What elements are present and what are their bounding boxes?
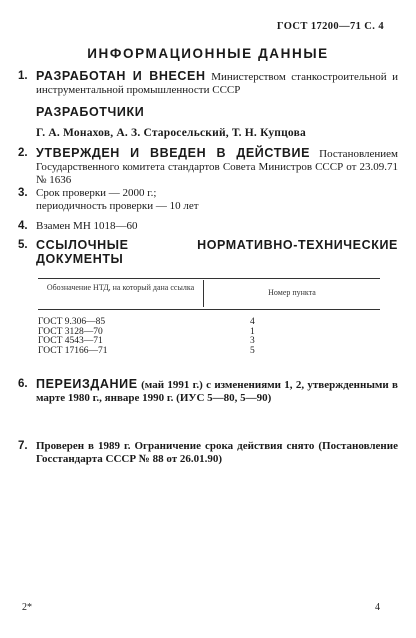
table-cell-point: 3	[250, 336, 255, 346]
table-cell-document: ГОСТ 4543—71	[38, 336, 103, 346]
table-body	[38, 318, 380, 356]
table-cell-document: ГОСТ 9.306—85	[38, 317, 106, 327]
section-4	[18, 220, 398, 233]
section-2	[18, 147, 398, 187]
section-number: 6.	[18, 378, 28, 390]
developers-names: Г. А. Монахов, А. З. Старосельский, Т. Н. Купцова	[36, 127, 306, 139]
developers-label: РАЗРАБОТЧИКИ	[36, 105, 145, 119]
section-lead: ПЕРЕИЗДАНИЕ	[36, 377, 138, 391]
section-3	[18, 187, 398, 213]
section-text-line1: Срок проверки — 2000 г.;	[36, 187, 157, 199]
section-number: 1.	[18, 70, 28, 82]
table-cell-document: ГОСТ 17166—71	[38, 345, 108, 356]
section-lead: РАЗРАБОТАН И ВНЕСЕН	[36, 69, 206, 83]
section-number: 7.	[18, 440, 28, 452]
section-text: (май 1991 г.) с изменениями 1, 2, утвержденными в марте 1980 г., январе 1990 г. (ИУС 5—80, 5—90)	[36, 379, 398, 404]
section-number: 5.	[18, 239, 28, 251]
section-text: Министерством станкостроительной и инструментальной промышленности СССР	[36, 71, 399, 96]
table-top-rule	[38, 278, 380, 279]
table-cell-document: ГОСТ 3128—70	[38, 326, 103, 337]
section-text: Проверен в 1989 г. Ограничение срока действия снято (Постановление Госстандарта СССР № 88 от 26.01.90)	[36, 440, 398, 465]
page-number: 4	[375, 602, 380, 613]
table-header-rule	[38, 309, 380, 310]
section-7	[18, 440, 398, 466]
section-number: 4.	[18, 220, 28, 232]
standard-code-header: ГОСТ 17200—71 С. 4	[276, 21, 384, 32]
footer-signature-mark: 2*	[22, 602, 32, 613]
table-cell-point: 5	[250, 345, 255, 356]
section-6	[18, 378, 398, 405]
section-1	[18, 70, 398, 97]
section-5	[18, 239, 398, 267]
section-lead: УТВЕРЖДЕН И ВВЕДЕН В ДЕЙСТВИЕ	[36, 146, 311, 160]
table-header-document: Обозначение НТД, на который дана ссылка	[46, 283, 195, 292]
section-number: 2.	[18, 147, 28, 159]
table-cell-point: 1	[250, 326, 255, 337]
table-header-point: Номер пункта	[268, 288, 316, 297]
section-text-line2: периодичность проверки — 10 лет	[36, 200, 199, 212]
section-number: 3.	[18, 187, 28, 199]
section-text: Постановлением Государственного комитета стандартов Совета Министров СССР от 23.09.71 № 1636	[36, 148, 398, 186]
table-cell-point: 4	[250, 317, 255, 327]
table-row	[38, 347, 380, 357]
section-text: Взамен МН 1018—60	[36, 220, 138, 232]
page-title: ИНФОРМАЦИОННЫЕ ДАННЫЕ	[87, 46, 329, 61]
section-lead: ССЫЛОЧНЫЕ НОРМАТИВНО-ТЕХНИЧЕСКИЕ ДОКУМЕНТЫ	[36, 238, 398, 266]
